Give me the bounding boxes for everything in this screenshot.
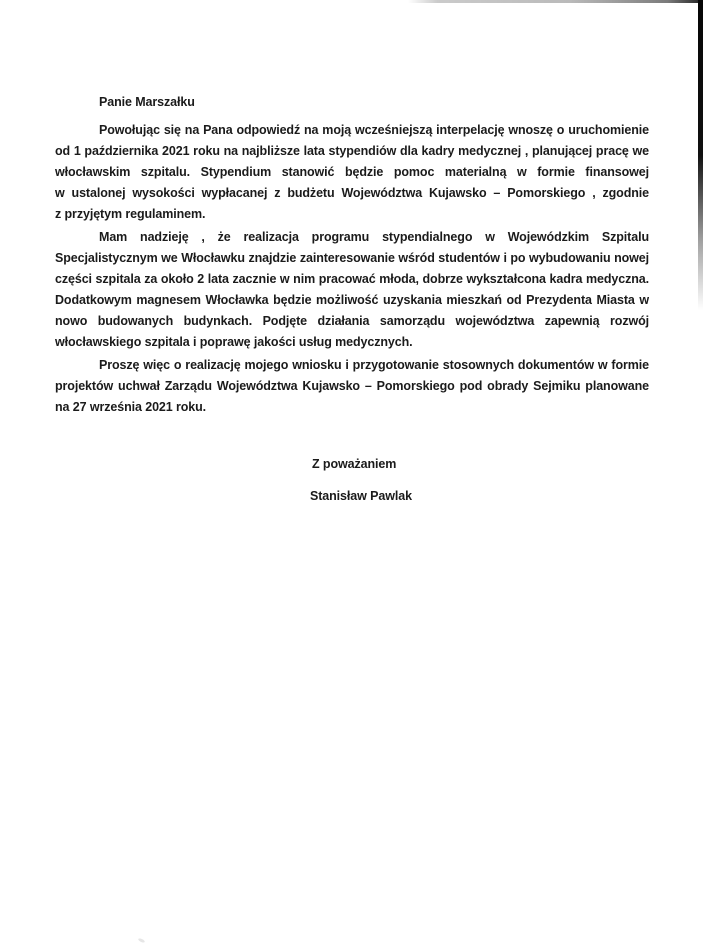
closing-phrase: Z poważaniem [312, 457, 397, 471]
letter-body [55, 92, 649, 507]
paragraph-1 [55, 120, 649, 225]
text-line: włocławskiego szpitala i poprawę jakości usług medycznych. [55, 335, 413, 349]
scan-artifact-top-edge [408, 0, 703, 3]
text-line: Powołując się na Pana odpowiedź na moją wcześniejszą interpelację wnoszę o uruchomienie [99, 123, 649, 137]
text-line: w ustalonej wysokości wypłacanej z budżetu Województwa Kujawsko – Pomorskiego , zgodnie [55, 186, 649, 200]
signatory-name: Stanisław Pawlak [310, 489, 412, 503]
paragraph-2 [55, 227, 649, 353]
text-line: włocławskim szpitalu. Stypendium stanowić będzie pomoc materialną w formie finansowej [55, 165, 649, 179]
text-line: Dodatkowym magnesem Włocławka będzie możliwość uzyskania mieszkań od Prezydenta Miasta w [55, 293, 649, 307]
scan-artifact-right-edge [698, 0, 703, 310]
text-line: części szpitala za około 2 lata zacznie w nim pracować młoda, dobrze wykształcona kadra medyczna. [55, 272, 649, 286]
scan-artifact-speck [138, 938, 146, 944]
text-line: Specjalistycznym we Włocławku znajdzie zainteresowanie wśród studentów i po wybudowaniu nowej [55, 251, 649, 265]
text-line: Mam nadzieję , że realizacja programu stypendialnego w Wojewódzkim Szpitalu [99, 230, 649, 244]
paragraph-3 [55, 355, 649, 418]
text-line: od 1 października 2021 roku na najbliższe lata stypendiów dla kadry medycznej , planującej pracę we [55, 144, 649, 158]
text-line: projektów uchwał Zarządu Województwa Kujawsko – Pomorskiego pod obrady Sejmiku planowane [55, 379, 649, 393]
salutation: Panie Marszałku [99, 95, 195, 109]
text-line: na 27 września 2021 roku. [55, 400, 207, 414]
text-line: nowo budowanych budynkach. Podjęte działania samorządu województwa zapewnią rozwój [55, 314, 649, 328]
text-line: Proszę więc o realizację mojego wniosku i przygotowanie stosownych dokumentów w formie [99, 358, 649, 372]
text-line: z przyjętym regulaminem. [55, 207, 206, 221]
